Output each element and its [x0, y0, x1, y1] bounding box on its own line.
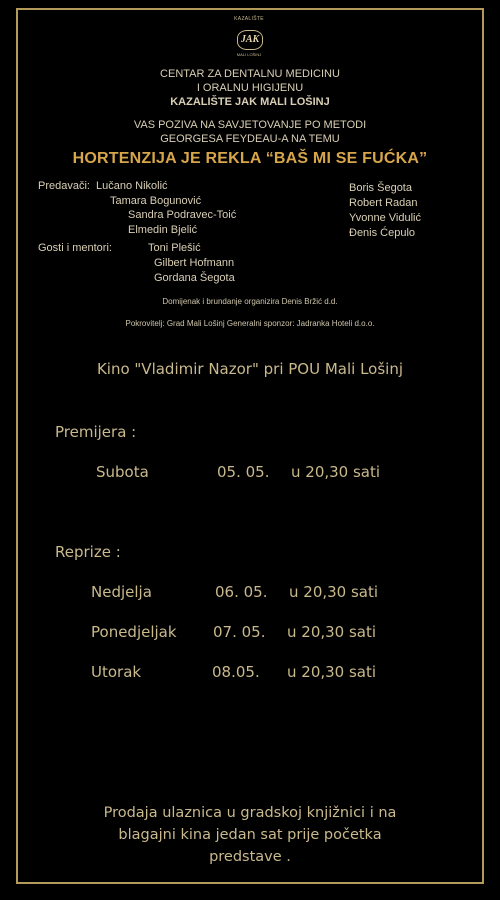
lecturer-name: Tamara Bogunović — [110, 195, 202, 207]
sponsors-note: Pokrovitelj: Grad Mali Lošinj Generalni sponzor: Jadranka Hoteli d.o.o. — [125, 319, 375, 328]
guests-label: Gosti i mentori: — [38, 242, 112, 254]
show-time: u 20,30 sati — [291, 463, 381, 481]
cast-name: Robert Radan — [349, 197, 418, 209]
guest-name: Gordana Šegota — [154, 272, 235, 284]
org-line-1: CENTAR ZA DENTALNU MEDICINU — [160, 68, 340, 80]
venue-name: Kino "Vladimir Nazor" pri POU Mali Lošinj — [96, 360, 404, 378]
poster-header — [18, 10, 482, 332]
logo-top-text: KAZALIŠTE — [234, 16, 264, 22]
show-time: u 20,30 sati — [287, 623, 377, 641]
show-date: 08.05. — [212, 663, 260, 681]
play-title: HORTENZIJA JE REKLA “BAŠ MI SE FUĆKA” — [72, 150, 428, 167]
cast-name: Boris Šegota — [349, 182, 412, 194]
show-day: Ponedjeljak — [91, 623, 177, 641]
cast-name: Yvonne Vidulić — [349, 212, 421, 224]
logo-initials: JAK — [237, 30, 263, 50]
ticket-info-line: blagajni kina jedan sat prije početka — [118, 827, 382, 843]
lecturers-label: Predavači: — [38, 180, 90, 192]
show-time: u 20,30 sati — [287, 663, 377, 681]
lecturer-name: Sandra Podravec-Toić — [128, 209, 237, 221]
show-time: u 20,30 sati — [289, 583, 379, 601]
lecturer-name: Lučano Nikolić — [96, 180, 168, 192]
theatre-logo — [232, 16, 266, 62]
ticket-info — [38, 802, 462, 868]
poster-frame — [16, 8, 484, 884]
reception-note: Domijenak i brundanje organizira Denis Bržić d.d. — [162, 297, 338, 306]
ticket-info-line: predstave . — [209, 849, 291, 865]
show-date: 06. 05. — [215, 583, 268, 601]
show-date: 05. 05. — [217, 463, 270, 481]
theatre-name: KAZALIŠTE JAK MALI LOŠINJ — [170, 96, 330, 108]
premiere-label: Premijera : — [55, 423, 137, 441]
lecturer-name: Elmedin Bjelić — [128, 224, 198, 236]
invite-line-2: GEORGESA FEYDEAU-A NA TEMU — [160, 133, 340, 145]
invite-line-1: VAS POZIVA NA SAVJETOVANJE PO METODI — [133, 119, 367, 131]
org-line-2: I ORALNU HIGIJENU — [196, 82, 304, 94]
guest-name: Gilbert Hofmann — [154, 257, 235, 269]
cast-name: Đenis Ćepulo — [349, 227, 416, 239]
show-day: Utorak — [91, 663, 142, 681]
logo-bottom-text: MALI LOŠINJ — [236, 52, 262, 57]
show-day: Subota — [96, 463, 149, 481]
show-date: 07. 05. — [213, 623, 266, 641]
guest-name: Toni Plešić — [148, 242, 201, 254]
reprise-label: Reprize : — [55, 543, 121, 561]
ticket-info-line: Prodaja ulaznica u gradskoj knjižnici i na — [103, 805, 397, 821]
show-day: Nedjelja — [91, 583, 152, 601]
